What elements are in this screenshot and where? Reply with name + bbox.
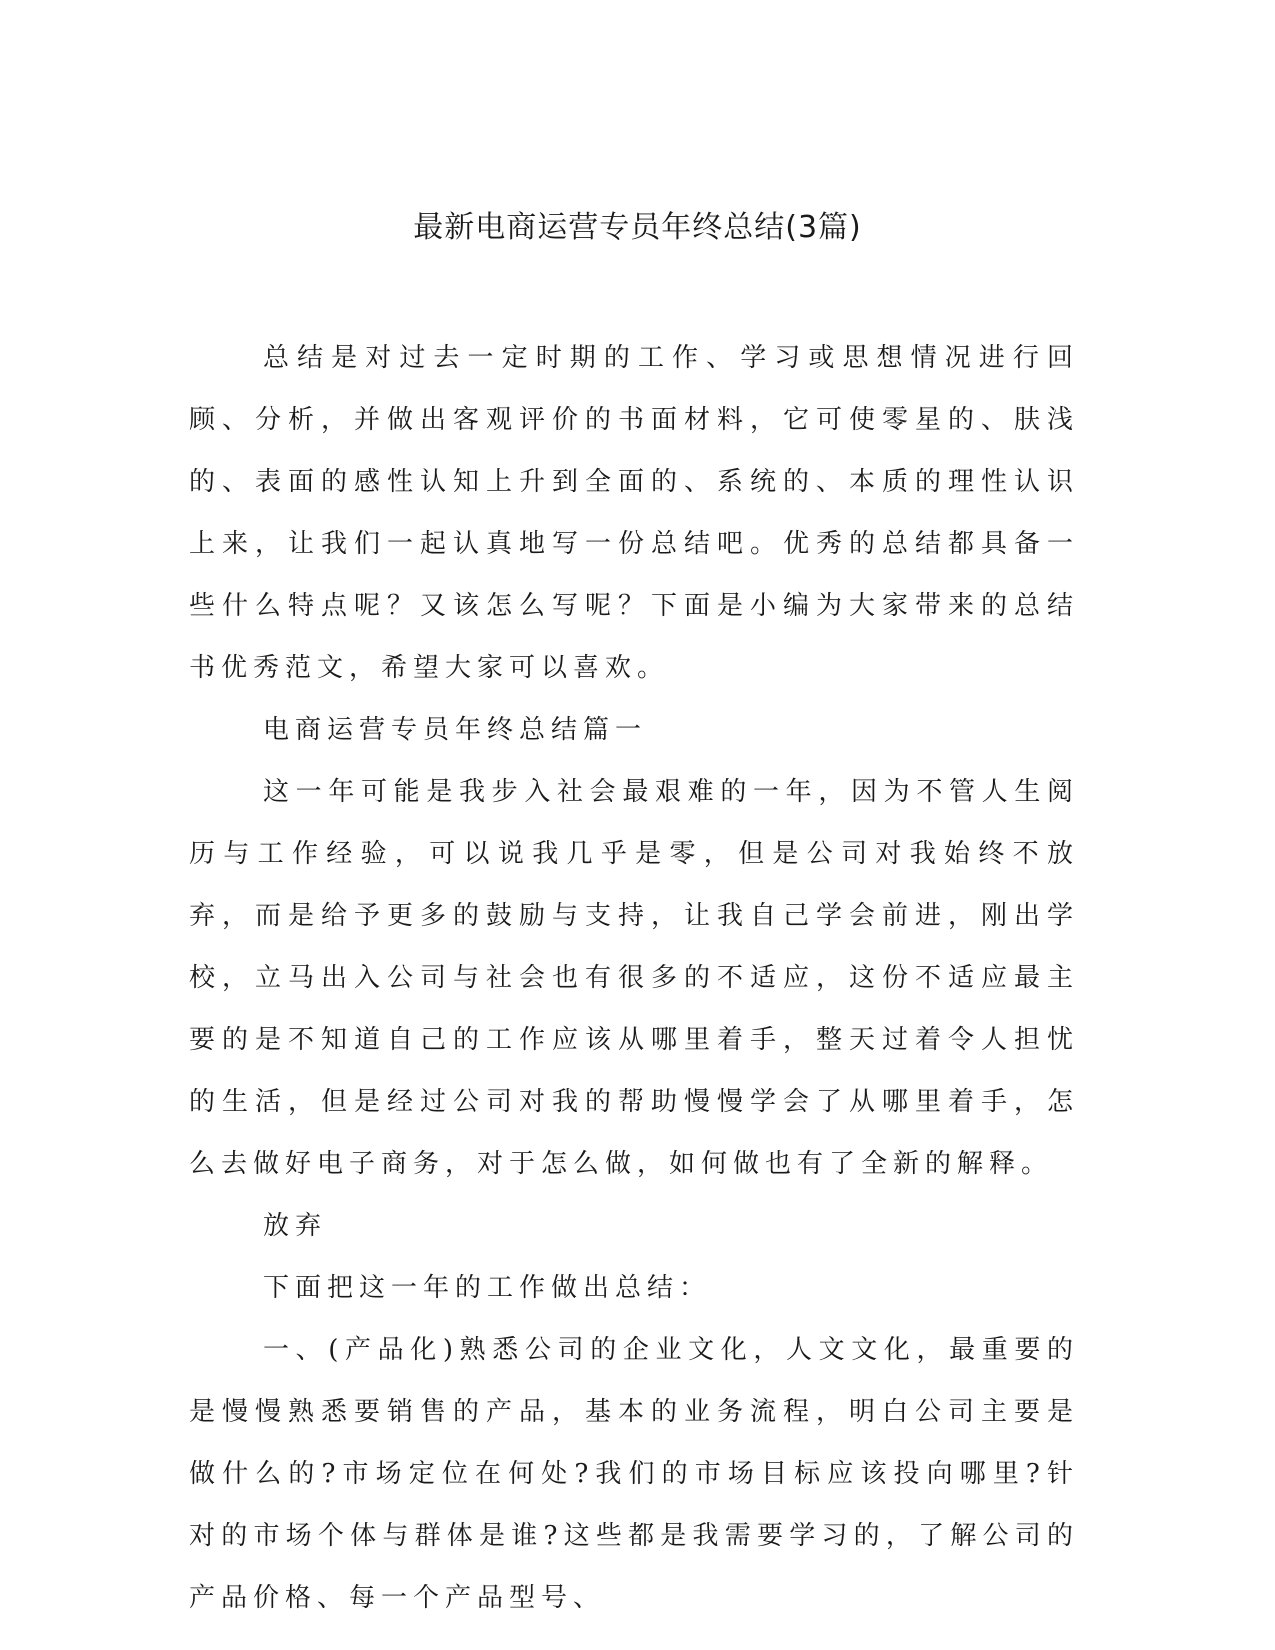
document-body [189,327,1079,1629]
body-paragraph: 下面把这一年的工作做出总结： [263,1273,712,1303]
body-paragraph: 一、(产品化)熟悉公司的企业文化，人文文化，最重要的是慢慢熟悉要销售的产品，基本的业务流程，明白公司主要是做什么的?市场定位在何处?我们的市场目标应该投向哪里?针对的市场个体与群体是谁?这些都是我需要学习的，了解公司的产品价格、每一个产品型号、 [189,1335,1079,1613]
body-paragraph: 放弃 [263,1211,328,1241]
section-heading: 电商运营专员年终总结篇一 [263,715,648,745]
document-title: 最新电商运营专员年终总结(3篇) [413,210,862,245]
intro-paragraph: 总结是对过去一定时期的工作、学习或思想情况进行回顾、分析，并做出客观评价的书面材料，它可使零星的、肤浅的、表面的感性认知上升到全面的、系统的、本质的理性认识上来，让我们一起认真地写一份总结吧。优秀的总结都具备一些什么特点呢？又该怎么写呢？下面是小编为大家带来的总结书优秀范文，希望大家可以喜欢。 [189,343,1079,683]
body-paragraph: 这一年可能是我步入社会最艰难的一年，因为不管人生阅历与工作经验，可以说我几乎是零，但是公司对我始终不放弃，而是给予更多的鼓励与支持，让我自己学会前进，刚出学校，立马出入公司与社会也有很多的不适应，这份不适应最主要的是不知道自己的工作应该从哪里着手，整天过着令人担忧的生活，但是经过公司对我的帮助慢慢学会了从哪里着手，怎么去做好电子商务，对于怎么做，如何做也有了全新的解释。 [189,777,1079,1179]
